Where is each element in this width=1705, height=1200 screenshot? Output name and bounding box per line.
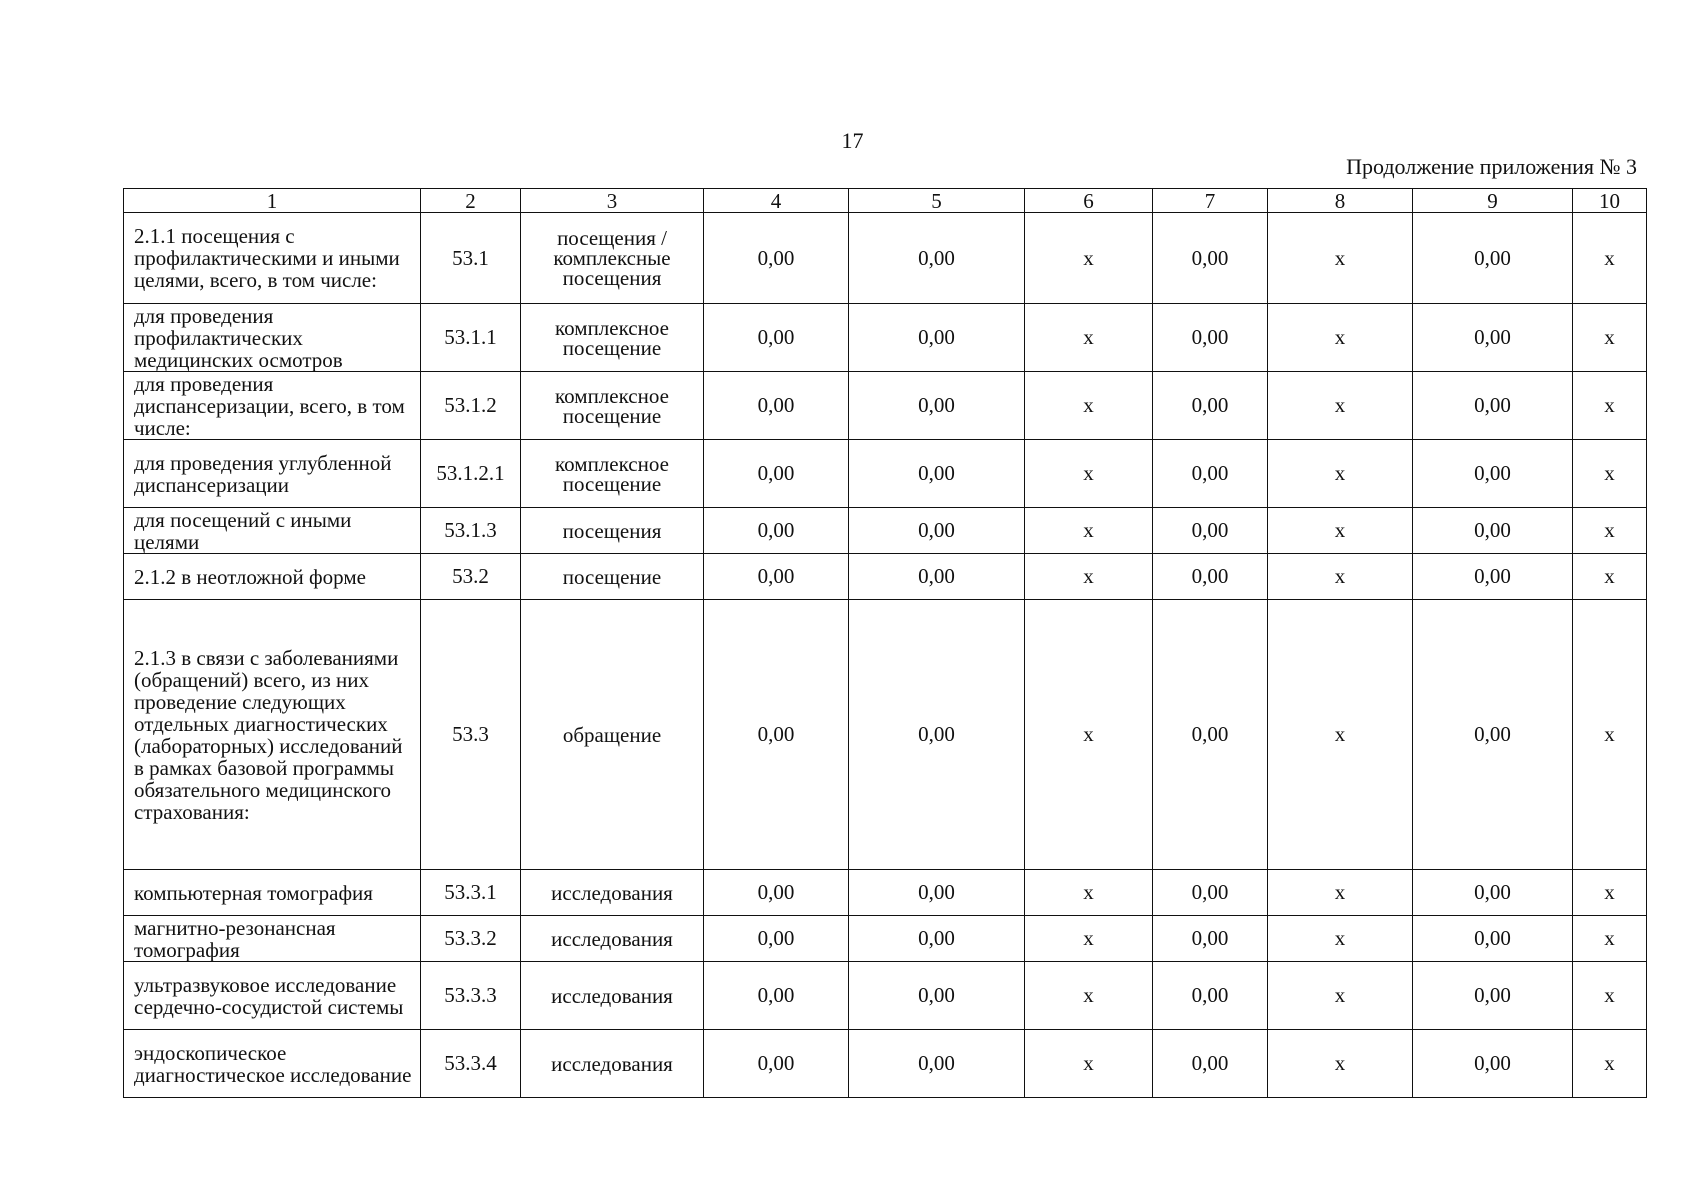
- value-cell: х: [1025, 554, 1153, 600]
- row-unit-cell: посещения: [521, 508, 704, 554]
- value-cell: х: [1573, 870, 1647, 916]
- value-cell: х: [1573, 600, 1647, 870]
- value-cell: х: [1025, 962, 1153, 1030]
- value-cell: 0,00: [1153, 440, 1268, 508]
- value-cell: х: [1268, 372, 1413, 440]
- table-row: [124, 600, 1647, 870]
- value-cell: 0,00: [1153, 508, 1268, 554]
- value-cell: 0,00: [1153, 372, 1268, 440]
- row-name-cell: 2.1.1 посещения с профилактическими и иными целями, всего, в том числе:: [124, 213, 421, 304]
- row-unit-cell: исследования: [521, 916, 704, 962]
- value-cell: 0,00: [704, 440, 849, 508]
- row-name-cell: магнитно-резонансная томография: [124, 916, 421, 962]
- value-cell: 0,00: [704, 508, 849, 554]
- column-header: 3: [521, 189, 704, 213]
- value-cell: 0,00: [849, 962, 1025, 1030]
- page-number: 17: [841, 128, 864, 153]
- value-cell: х: [1573, 304, 1647, 372]
- row-name-cell: для проведения углубленной диспансеризации: [124, 440, 421, 508]
- value-cell: 0,00: [849, 372, 1025, 440]
- value-cell: х: [1025, 600, 1153, 870]
- value-cell: х: [1573, 213, 1647, 304]
- row-name-cell: ультразвуковое исследование сердечно-сосудистой системы: [124, 962, 421, 1030]
- column-header: 6: [1025, 189, 1153, 213]
- value-cell: 0,00: [849, 304, 1025, 372]
- data-table: [123, 188, 1647, 1098]
- value-cell: 0,00: [704, 304, 849, 372]
- row-code-cell: 53.3.2: [421, 916, 521, 962]
- value-cell: х: [1025, 440, 1153, 508]
- row-name-cell: 2.1.3 в связи с заболеваниями (обращений) всего, из них проведение следующих отдельных диагностических (лабораторных) исследований в рамках базовой программы обязательного медицинского страхования:: [124, 600, 421, 870]
- value-cell: 0,00: [1153, 916, 1268, 962]
- row-code-cell: 53.1.2.1: [421, 440, 521, 508]
- row-code-cell: 53.1.1: [421, 304, 521, 372]
- value-cell: 0,00: [849, 916, 1025, 962]
- row-unit-cell: обращение: [521, 600, 704, 870]
- value-cell: х: [1025, 213, 1153, 304]
- table-row: [124, 440, 1647, 508]
- column-header: 9: [1413, 189, 1573, 213]
- value-cell: х: [1268, 1030, 1413, 1098]
- value-cell: 0,00: [1413, 372, 1573, 440]
- value-cell: х: [1025, 1030, 1153, 1098]
- value-cell: 0,00: [1153, 554, 1268, 600]
- column-header: 10: [1573, 189, 1647, 213]
- value-cell: 0,00: [1413, 554, 1573, 600]
- row-code-cell: 53.3: [421, 600, 521, 870]
- row-name-cell: эндоскопическое диагностическое исследование: [124, 1030, 421, 1098]
- table-row: [124, 213, 1647, 304]
- header-row: [124, 189, 1647, 213]
- row-code-cell: 53.3.1: [421, 870, 521, 916]
- value-cell: 0,00: [704, 372, 849, 440]
- value-cell: х: [1268, 440, 1413, 508]
- table-row: [124, 554, 1647, 600]
- value-cell: 0,00: [704, 962, 849, 1030]
- value-cell: 0,00: [1413, 870, 1573, 916]
- row-code-cell: 53.2: [421, 554, 521, 600]
- value-cell: х: [1573, 916, 1647, 962]
- value-cell: 0,00: [1413, 213, 1573, 304]
- value-cell: 0,00: [704, 600, 849, 870]
- row-code-cell: 53.3.4: [421, 1030, 521, 1098]
- table-row: [124, 916, 1647, 962]
- row-unit-cell: посещения / комплексные посещения: [521, 213, 704, 304]
- value-cell: 0,00: [1153, 304, 1268, 372]
- row-unit-cell: комплексное посещение: [521, 304, 704, 372]
- value-cell: 0,00: [849, 440, 1025, 508]
- row-unit-cell: посещение: [521, 554, 704, 600]
- row-name-cell: компьютерная томография: [124, 870, 421, 916]
- value-cell: 0,00: [704, 213, 849, 304]
- row-unit-cell: комплексное посещение: [521, 372, 704, 440]
- row-name-cell: 2.1.2 в неотложной форме: [124, 554, 421, 600]
- value-cell: х: [1025, 372, 1153, 440]
- value-cell: 0,00: [849, 1030, 1025, 1098]
- row-code-cell: 53.1.3: [421, 508, 521, 554]
- value-cell: 0,00: [1153, 213, 1268, 304]
- row-unit-cell: комплексное посещение: [521, 440, 704, 508]
- value-cell: 0,00: [849, 870, 1025, 916]
- value-cell: х: [1268, 213, 1413, 304]
- column-header: 4: [704, 189, 849, 213]
- row-name-cell: для проведения профилактических медицинских осмотров: [124, 304, 421, 372]
- column-header: 7: [1153, 189, 1268, 213]
- value-cell: х: [1268, 600, 1413, 870]
- row-unit-cell: исследования: [521, 962, 704, 1030]
- value-cell: х: [1573, 508, 1647, 554]
- value-cell: 0,00: [849, 600, 1025, 870]
- table-row: [124, 304, 1647, 372]
- table-row: [124, 962, 1647, 1030]
- row-unit-cell: исследования: [521, 1030, 704, 1098]
- value-cell: 0,00: [1413, 440, 1573, 508]
- value-cell: х: [1573, 372, 1647, 440]
- value-cell: 0,00: [1413, 508, 1573, 554]
- table-row: [124, 508, 1647, 554]
- column-header: 5: [849, 189, 1025, 213]
- table-row: [124, 870, 1647, 916]
- value-cell: х: [1268, 916, 1413, 962]
- value-cell: 0,00: [1413, 304, 1573, 372]
- value-cell: 0,00: [1413, 916, 1573, 962]
- column-header: 8: [1268, 189, 1413, 213]
- value-cell: х: [1573, 962, 1647, 1030]
- value-cell: 0,00: [1413, 600, 1573, 870]
- appendix-continuation-note: Продолжение приложения № 3: [1346, 154, 1637, 179]
- value-cell: х: [1573, 1030, 1647, 1098]
- value-cell: 0,00: [704, 1030, 849, 1098]
- value-cell: х: [1268, 554, 1413, 600]
- table-body: [124, 213, 1647, 1098]
- value-cell: 0,00: [1153, 600, 1268, 870]
- table-row: [124, 1030, 1647, 1098]
- value-cell: 0,00: [704, 870, 849, 916]
- value-cell: 0,00: [849, 508, 1025, 554]
- row-unit-cell: исследования: [521, 870, 704, 916]
- value-cell: х: [1268, 870, 1413, 916]
- row-name-cell: для проведения диспансеризации, всего, в том числе:: [124, 372, 421, 440]
- value-cell: х: [1573, 440, 1647, 508]
- value-cell: 0,00: [1153, 1030, 1268, 1098]
- value-cell: х: [1573, 554, 1647, 600]
- value-cell: 0,00: [704, 554, 849, 600]
- table-row: [124, 372, 1647, 440]
- row-code-cell: 53.1: [421, 213, 521, 304]
- value-cell: 0,00: [849, 213, 1025, 304]
- value-cell: х: [1025, 304, 1153, 372]
- column-header: 1: [124, 189, 421, 213]
- value-cell: х: [1268, 304, 1413, 372]
- row-name-cell: для посещений с иными целями: [124, 508, 421, 554]
- value-cell: 0,00: [1153, 962, 1268, 1030]
- value-cell: 0,00: [704, 916, 849, 962]
- column-header: 2: [421, 189, 521, 213]
- value-cell: х: [1025, 508, 1153, 554]
- value-cell: х: [1268, 962, 1413, 1030]
- value-cell: х: [1025, 916, 1153, 962]
- value-cell: 0,00: [1413, 962, 1573, 1030]
- row-code-cell: 53.1.2: [421, 372, 521, 440]
- value-cell: х: [1025, 870, 1153, 916]
- value-cell: 0,00: [1413, 1030, 1573, 1098]
- value-cell: х: [1268, 508, 1413, 554]
- table-header: [124, 189, 1647, 213]
- row-code-cell: 53.3.3: [421, 962, 521, 1030]
- value-cell: 0,00: [1153, 870, 1268, 916]
- value-cell: 0,00: [849, 554, 1025, 600]
